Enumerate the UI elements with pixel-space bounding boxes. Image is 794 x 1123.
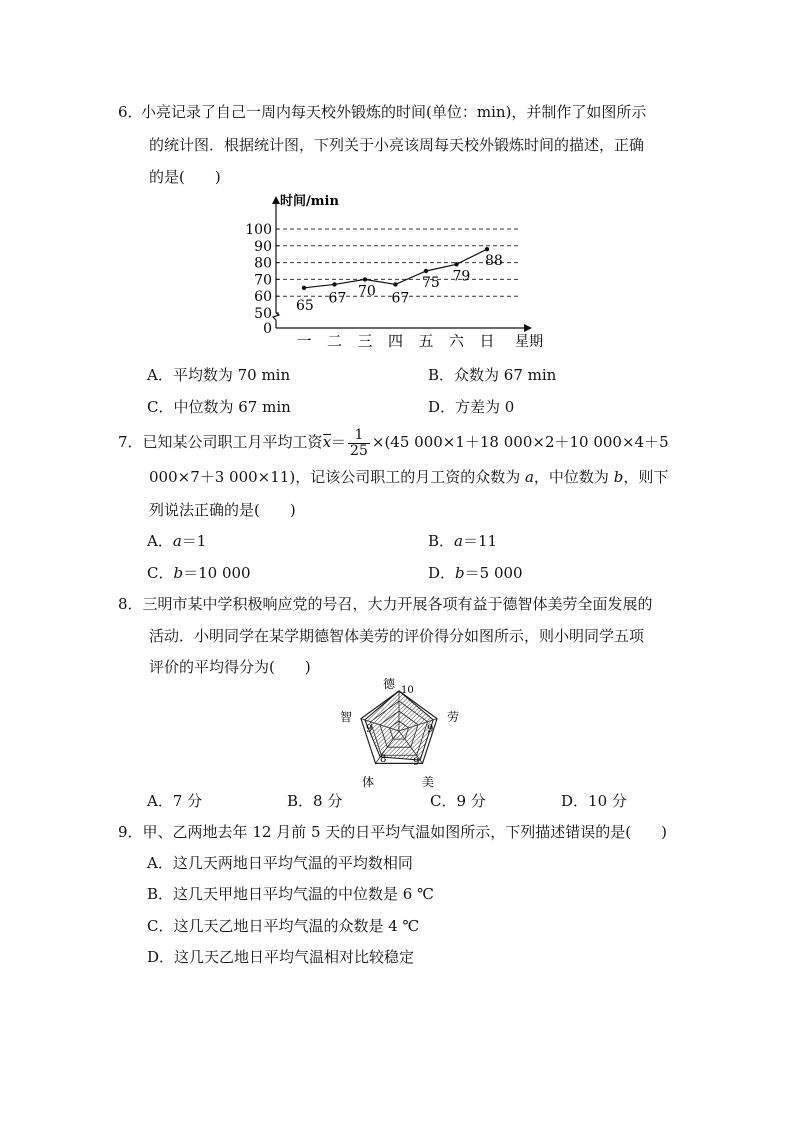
q7-fraction (348, 428, 370, 458)
q7-var-a: a (524, 468, 534, 486)
data-label: 75 (422, 275, 440, 291)
q9-stem-text: 甲、乙两地去年 12 月前 5 天的日平均气温如图所示，下列描述错误的是( ) (142, 823, 667, 841)
q6-option-a[interactable]: A．平均数为 70 min (147, 366, 291, 384)
radar-score-area (365, 691, 433, 760)
q7-option-b[interactable]: B．a＝11 (428, 532, 498, 550)
q9-option-c[interactable]: C．这几天乙地日平均气温的众数是 4 ℃ (147, 917, 420, 935)
x-axis-label: 星期 (515, 334, 543, 350)
q9-option-b[interactable]: B．这几天甲地日平均气温的中位数是 6 ℃ (147, 885, 434, 903)
y-tick-label: 50 (254, 306, 272, 322)
y-tick-label: 90 (254, 238, 272, 255)
q8-option-a[interactable]: A．7 分 (147, 792, 203, 810)
data-point (302, 286, 306, 290)
q7-expression: ×(45 000×1＋18 000×2＋10 000×4＋5 (371, 433, 669, 452)
q7-equals: ＝ (331, 433, 347, 452)
data-label: 67 (328, 290, 347, 307)
q7-frac-den: 25 (350, 442, 368, 459)
q6-number: 6． (118, 103, 143, 121)
category-label: 一 (296, 332, 312, 350)
y-axis-arrow (272, 196, 280, 204)
q6-stem-line3: 的是( ) (149, 168, 221, 186)
q7-option-a[interactable]: A．a＝1 (147, 532, 207, 550)
q8-stem-line1 (118, 593, 653, 614)
category-label: 六 (448, 332, 465, 350)
data-point (424, 269, 428, 273)
axis-break (273, 313, 279, 320)
y-tick-label: 0 (263, 321, 272, 337)
q6-stem-line1: 小亮记录了自己一周内每天校外锻炼的时间(单位：min)，并制作了如图所示 (141, 103, 647, 121)
q7-option-d[interactable]: D．b＝5 000 (428, 564, 523, 582)
q7-stem-pre: 已知某公司职工月平均工资 (142, 433, 323, 452)
q8-stem-line2: 活动．小明同学在某学期德智体美劳的评价得分如图所示，则小明同学五项 (149, 627, 645, 645)
q7-var-b: b (613, 468, 624, 486)
y-tick-label: 80 (254, 255, 272, 272)
q7-option-c[interactable]: C．b＝10 000 (147, 564, 251, 582)
q7-stem-l2b: ，中位数为 (533, 468, 614, 486)
q6-option-c[interactable]: C．中位数为 67 min (147, 398, 291, 416)
data-label: 88 (485, 253, 503, 270)
q7-stem-line3: 列说法正确的是( ) (149, 501, 296, 519)
radar-score-label: 9 (427, 724, 434, 735)
x-axis-arrow (524, 324, 532, 332)
category-label: 日 (479, 332, 495, 350)
q8-option-b[interactable]: B．8 分 (287, 792, 343, 810)
radar-axis-label: 体 (361, 775, 374, 788)
data-point (454, 262, 458, 266)
data-label: 70 (358, 283, 376, 300)
q7-mean-symbol: x (322, 433, 332, 452)
data-label: 67 (391, 290, 410, 307)
category-label: 四 (387, 332, 404, 350)
q8-stem-text1: 三明市某中学积极响应党的号召，大力开展各项有益于德智体美劳全面发展的 (142, 595, 653, 613)
q6-option-b[interactable]: B．众数为 67 min (428, 366, 557, 384)
category-label: 二 (326, 332, 343, 350)
q6-line-chart (240, 188, 560, 353)
q9-number: 9． (118, 823, 143, 841)
y-tick-label: 70 (254, 272, 272, 289)
q9-option-d[interactable]: D．这几天乙地日平均气温相对比较稳定 (147, 948, 415, 966)
radar-score-label: 9 (366, 724, 373, 735)
y-tick-label: 100 (245, 222, 272, 238)
radar-axis-label: 智 (339, 710, 352, 724)
y-axis-label: 时间/min (280, 194, 339, 209)
q8-number: 8． (118, 595, 143, 613)
radar-score-label: 9 (413, 757, 420, 768)
data-point (485, 247, 489, 251)
radar-score-label: 10 (401, 685, 414, 696)
y-tick-label: 60 (254, 289, 272, 306)
q7-frac-num: 1 (348, 428, 370, 444)
data-point (393, 282, 397, 286)
q7-stem-l2c: ，则下 (623, 468, 669, 486)
q6-stem-line2: 的统计图．根据统计图，下列关于小亮该周每天校外锻炼时间的描述，正确 (149, 136, 645, 154)
radar-axis-label: 劳 (447, 710, 460, 724)
radar-axis-label: 美 (422, 775, 435, 788)
q9-stem (118, 821, 667, 842)
q8-stem-line3: 评价的平均得分为( ) (149, 658, 311, 676)
q9-option-a[interactable]: A．这几天两地日平均气温的平均数相同 (147, 854, 413, 872)
q8-option-c[interactable]: C．9 分 (430, 792, 486, 810)
category-label: 五 (418, 332, 434, 350)
q7-stem-line2 (149, 466, 668, 487)
q8-option-d[interactable]: D．10 分 (561, 792, 627, 810)
data-point (332, 282, 336, 286)
radar-score-label: 8 (380, 754, 387, 765)
data-label: 79 (452, 268, 471, 285)
radar-axis-label: 德 (382, 678, 395, 691)
category-label: 三 (357, 332, 373, 350)
q7-number: 7． (118, 433, 143, 452)
data-label: 65 (296, 297, 314, 314)
data-point (363, 277, 367, 281)
q7-stem-line1 (118, 428, 669, 458)
q6-option-d[interactable]: D．方差为 0 (428, 398, 515, 416)
q8-radar-chart (338, 678, 468, 788)
q7-stem-l2a: 000×7＋3 000×11)，记该公司职工的月工资的众数为 (149, 468, 525, 486)
